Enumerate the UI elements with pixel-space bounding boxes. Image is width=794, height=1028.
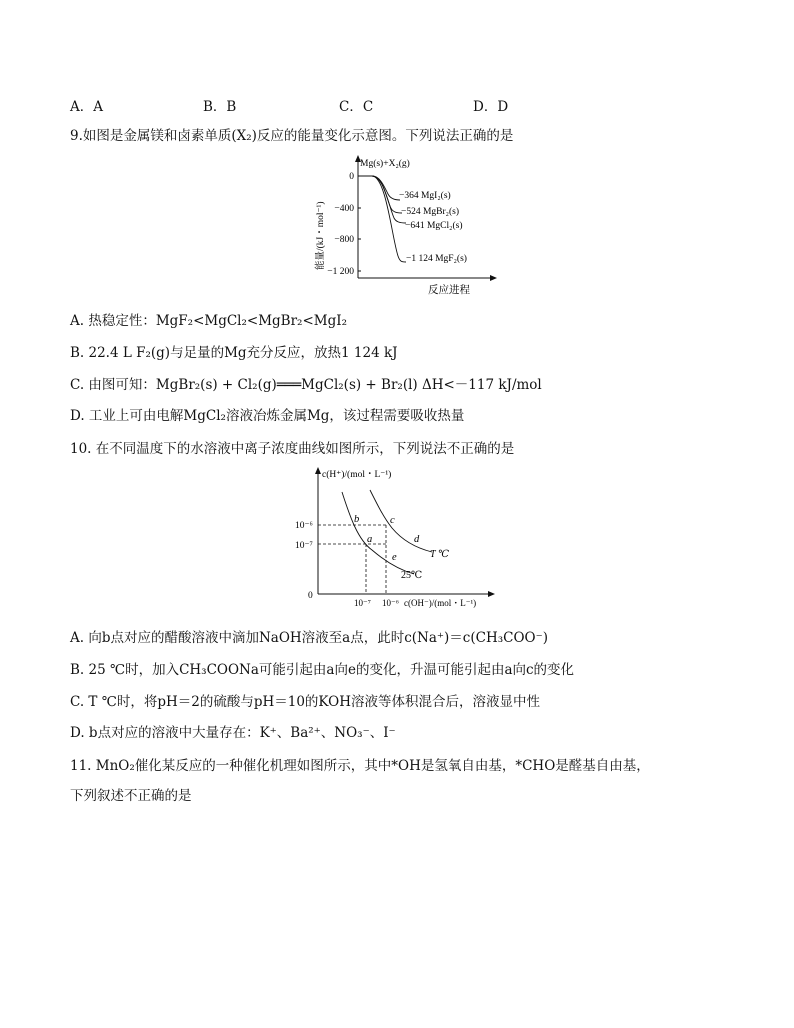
q10-ytick-1: 10⁻⁶	[295, 521, 313, 531]
q10-curve-25-label: 25℃	[401, 570, 423, 581]
q10-y-label: c(H⁺)/(mol・L⁻¹)	[322, 470, 392, 480]
q10-ion-figure	[290, 462, 505, 612]
q9-stem: 9.如图是金属镁和卤素单质(X₂)反应的能量变化示意图。下列说法正确的是	[70, 128, 514, 144]
q10-point-c: c	[390, 515, 395, 526]
q10-stem: 10. 在不同温度下的水溶液中离子浓度曲线如图所示，下列说法不正确的是	[70, 441, 515, 457]
q9-y-label: 能量/(kJ・mol⁻¹)	[316, 201, 326, 270]
q10-point-b: b	[354, 514, 360, 525]
q11-stem-line2: 下列叙述不正确的是	[70, 788, 192, 804]
q9-label-mgf2: −1 124 MgF₂(s)	[406, 254, 467, 264]
q10-point-e: e	[392, 552, 397, 563]
q9-label-mgbr2: −524 MgBr₂(s)	[401, 207, 460, 217]
q10-xtick-2: 10⁻⁶	[382, 598, 399, 608]
q10-option-a: A. 向b点对应的醋酸溶液中滴加NaOH溶液至a点，此时c(Na⁺)＝c(CH₃COO⁻)	[70, 630, 549, 646]
q8-option-a: A．A	[70, 99, 103, 115]
q9-energy-figure	[310, 152, 510, 298]
q9-option-d: D. 工业上可由电解MgCl₂溶液冶炼金属Mg，该过程需要吸收热量	[70, 408, 465, 424]
q9-x-axis-arrow	[490, 275, 497, 281]
q10-curve-25c	[342, 492, 414, 574]
q9-label-mgi2: −364 MgI₂(s)	[399, 191, 451, 201]
q10-xtick-1: 10⁻⁷	[354, 598, 371, 608]
q9-start-label: Mg(s)+X₂(g)	[360, 159, 410, 169]
q10-option-c: C. T ℃时，将pH＝2的硫酸与pH＝10的KOH溶液等体积混合后，溶液显中性	[70, 694, 540, 710]
q10-curve-t-label: T ℃	[430, 549, 450, 560]
q8-option-d: D．D	[473, 99, 509, 115]
q10-y-axis-arrow	[315, 467, 321, 474]
q9-x-label: 反应进程	[428, 285, 470, 296]
q10-point-a: a	[367, 534, 373, 545]
q8-option-b: B．B	[203, 99, 237, 115]
q10-curve-t	[370, 490, 432, 552]
q10-origin: 0	[308, 591, 313, 601]
q9-ytick-1: −400	[334, 204, 354, 214]
q9-curve-mgf2	[360, 176, 406, 262]
q10-ytick-2: 10⁻⁷	[295, 541, 313, 551]
q9-option-c: C. 由图可知：MgBr₂(s) + Cl₂(g)═══MgCl₂(s) + Br₂(l) ΔH<－117 kJ/mol	[70, 377, 542, 393]
q10-point-d: d	[414, 534, 420, 545]
q10-option-b: B. 25 ℃时，加入CH₃COONa可能引起由a向e的变化，升温可能引起由a向c的变化	[70, 662, 575, 678]
q9-ytick-3: −1 200	[327, 267, 354, 277]
q11-stem-line1: 11. MnO₂催化某反应的一种催化机理如图所示，其中*OH是氢氧自由基，*CHO是醛基自由基，	[70, 758, 650, 774]
q8-option-c: C．C	[339, 99, 374, 115]
q9-label-mgcl2: −641 MgCl₂(s)	[405, 221, 463, 231]
q9-ytick-2: −800	[334, 235, 354, 245]
q10-x-label: c(OH⁻)/(mol・L⁻¹)	[404, 598, 477, 608]
q9-ytick-0: 0	[349, 172, 354, 182]
q9-option-a: A. 热稳定性：MgF₂<MgCl₂<MgBr₂<MgI₂	[70, 313, 347, 329]
q10-x-axis-arrow	[488, 591, 495, 597]
q9-option-b: B. 22.4 L F₂(g)与足量的Mg充分反应，放热1 124 kJ	[70, 345, 398, 361]
q9-curve-mgi2	[360, 176, 400, 200]
q10-option-d: D. b点对应的溶液中大量存在：K⁺、Ba²⁺、NO₃⁻、I⁻	[70, 725, 396, 741]
